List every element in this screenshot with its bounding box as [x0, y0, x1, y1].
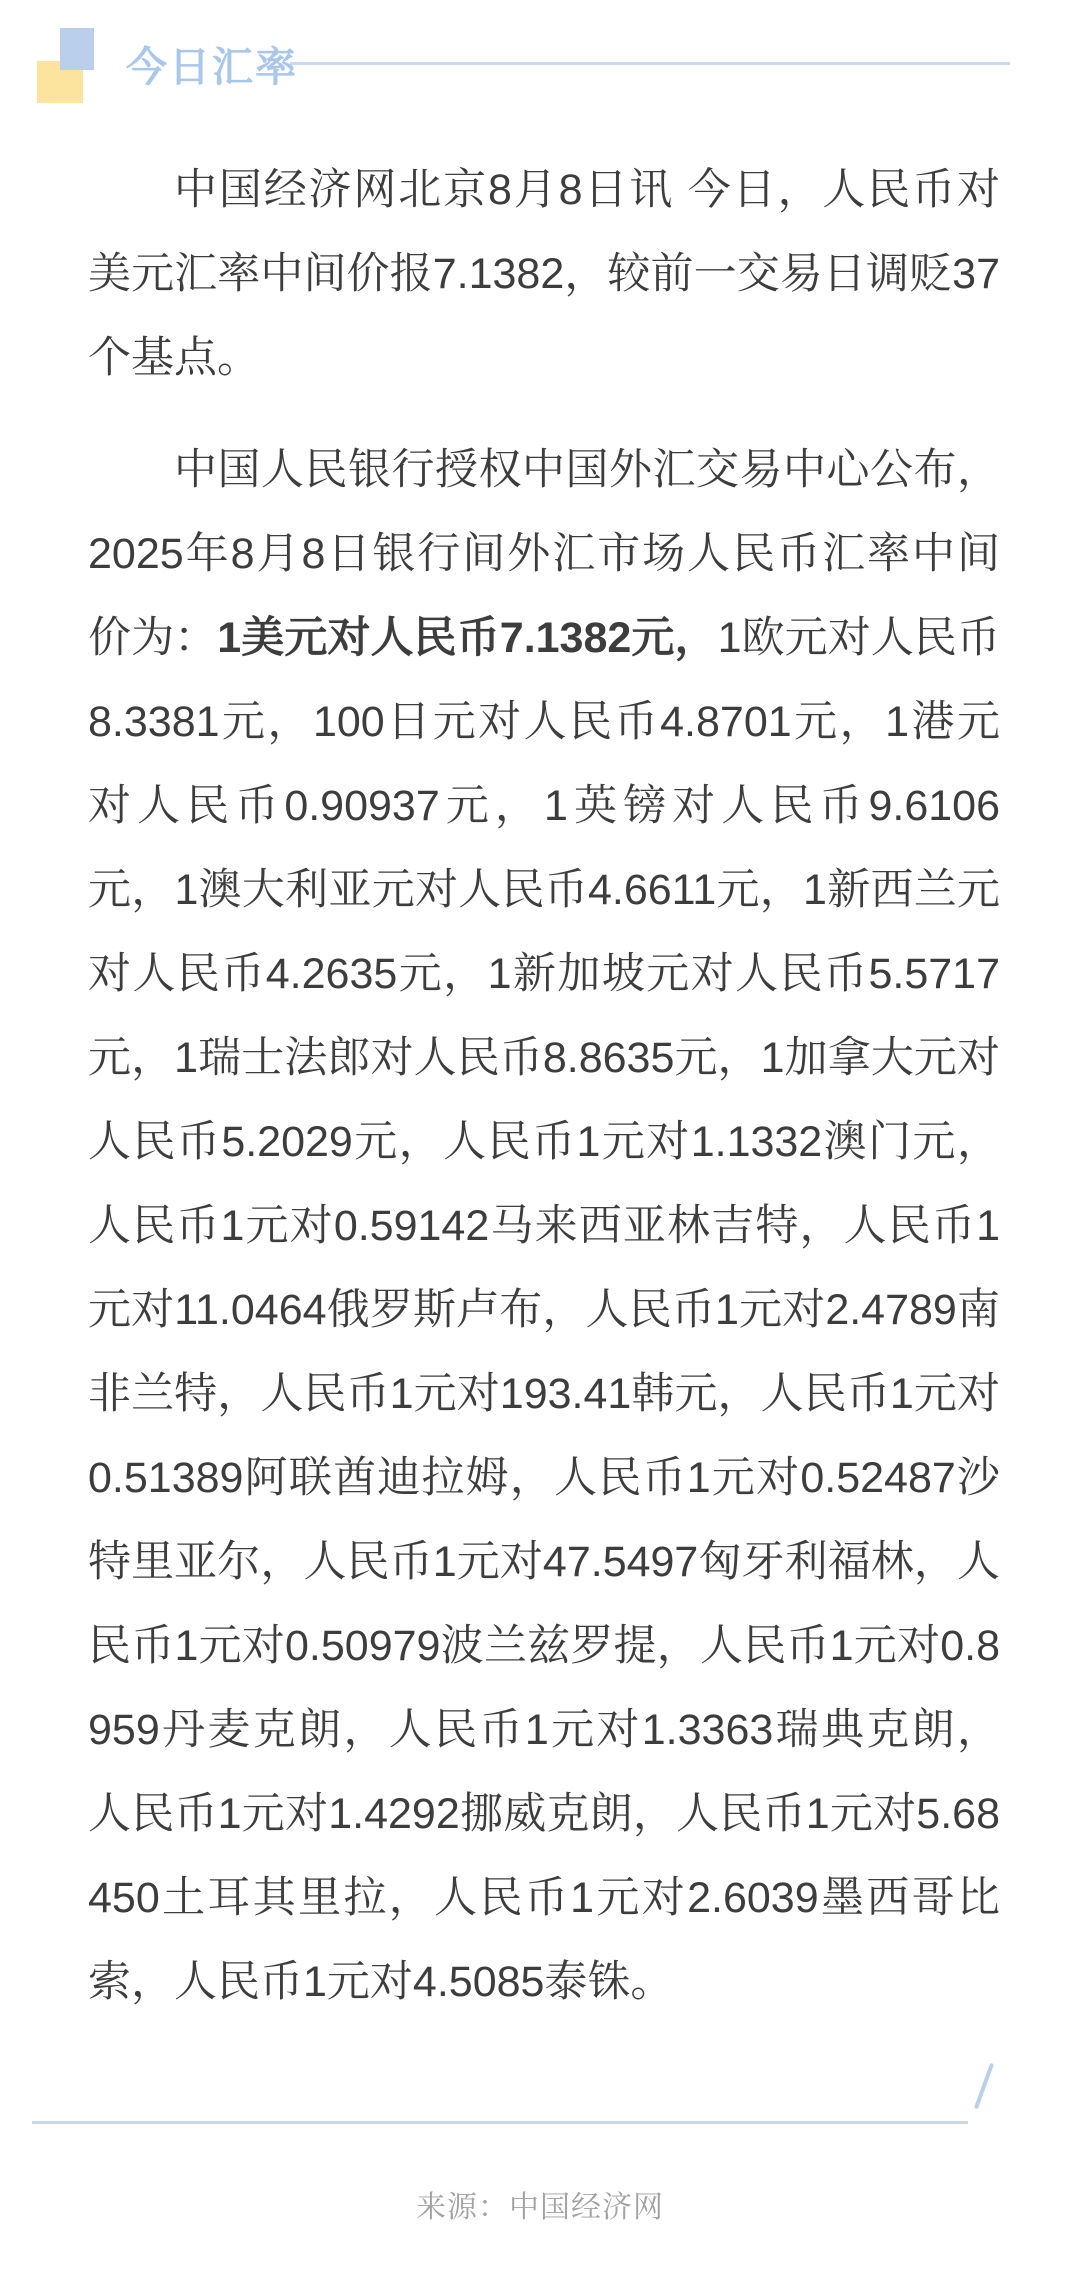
rates-text-after: 1欧元对人民币8.3381元，100日元对人民币4.8701元，1港元对人民币0.90937元，1英镑对人民币9.6106元，1澳大利亚元对人民币4.6611元，1新西兰元对人民币4.2635元，1新加坡元对人民币5.5717元，1瑞士法郎对人民币8.8635元，1加拿大元对人民币5.2029元，人民币1元对1.1332澳门元，人民币1元对0.59142马来西亚林吉特，人民币1元对11.0464俄罗斯卢布，人民币1元对2.4789南非兰特，人民币1元对193.41韩元，人民币1元对0.51389阿联酋迪拉姆，人民币1元对0.52487沙特里亚尔，人民币1元对47.5497匈牙利福林，人民币1元对0.50979波兰兹罗提，人民币1元对0.8959丹麦克朗，人民币1元对1.3363瑞典克朗，人民币1元对1.4292挪威克朗，人民币1元对5.68450土耳其里拉，人民币1元对2.6039墨西哥比索，人民币1元对4.5085泰铢。 — [88, 614, 1001, 2006]
decor-square-blue — [60, 28, 94, 70]
footer-divider-line — [32, 2121, 968, 2124]
paragraph-rates — [88, 428, 1000, 2024]
section-title: 今日汇率 — [126, 44, 298, 90]
rates-text-before: 中国人民银行授权中国外汇交易中心公布，2025年8月8日银行间外汇市场人民币汇率中间价为： — [88, 446, 1000, 662]
header-divider-line — [290, 62, 1010, 65]
article-header — [0, 0, 1080, 110]
article-body — [0, 110, 1080, 2024]
rates-usd-bold: 1美元对人民币7.1382元， — [217, 614, 718, 662]
footer-decoration — [0, 2060, 1080, 2124]
decor-slash — [974, 2063, 994, 2109]
paragraph-lead: 中国经济网北京8月8日讯 今日，人民币对美元汇率中间价报7.1382，较前一交易日调贬37个基点。 — [88, 166, 1000, 382]
source-attribution: 来源：中国经济网 — [416, 2191, 664, 2224]
